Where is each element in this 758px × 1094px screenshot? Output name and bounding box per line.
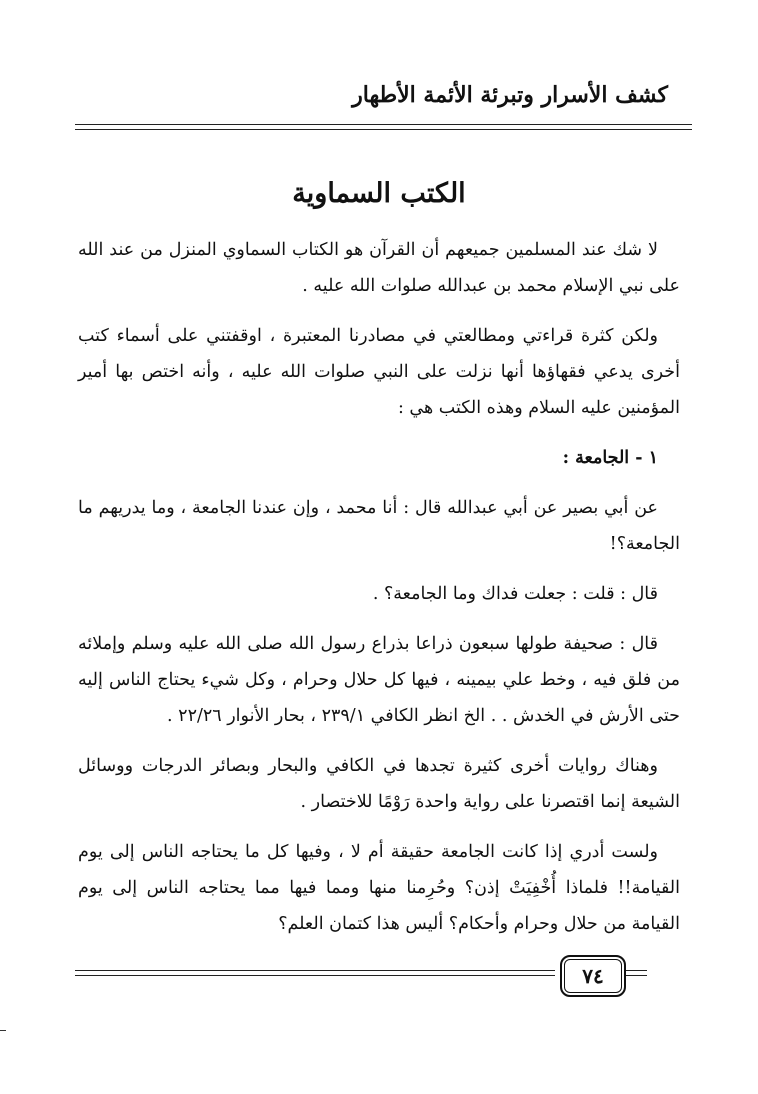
section-heading-jamia: ١ - الجامعة : — [562, 448, 658, 468]
paragraph-2: ولكن كثرة قراءتي ومطالعتي في مصادرنا المعتبرة ، اوقفتني على أسماء كتب أخرى يدعي فقهاؤها أنها نزلت على النبي صلوات الله عليه ، وأنه اختص بها أمير المؤمنين عليه السلام وهذه الكتب هي : — [78, 326, 680, 418]
paragraph-4: قال : قلت : جعلت فداك وما الجامعة؟ . — [372, 584, 658, 604]
footer-tail-rule-top — [625, 970, 647, 971]
running-header: كشف الأسرار وتبرئة الأئمة الأطهار — [352, 82, 668, 108]
footer-rule-bottom — [75, 975, 555, 976]
footer-tail-rule-bottom — [625, 975, 647, 976]
chapter-title: الكتب السماوية — [292, 178, 466, 209]
paragraph-3: عن أبي بصير عن أبي عبدالله قال : أنا محمد ، وإن عندنا الجامعة ، وما يدريهم ما الجامعة؟! — [78, 498, 680, 554]
footer-rule-top — [75, 970, 555, 971]
body-text — [78, 232, 680, 956]
paragraph-6: وهناك روايات أخرى كثيرة تجدها في الكافي والبحار وبصائر الدرجات ووسائل الشيعة إنما اقتصرنا على رواية واحدة رَوْمًا للاختصار . — [78, 756, 680, 812]
paragraph-1: لا شك عند المسلمين جميعهم أن القرآن هو الكتاب السماوي المنزل من عند الله على نبي الإسلام محمد بن عبدالله صلوات الله عليه . — [78, 240, 680, 296]
paragraph-7: ولست أدري إذا كانت الجامعة حقيقة أم لا ، وفيها كل ما يحتاجه الناس إلى يوم القيامة!! فلماذا أُخْفِيَتْ إذن؟ وحُرِمنا منها ومما فيها مما يحتاجه الناس إلى يوم القيامة من حلال وحرام وأحكام؟ أليس هذا كتمان العلم؟ — [78, 842, 680, 934]
footer-rule-tail — [625, 964, 647, 984]
paragraph-5: قال : صحيفة طولها سبعون ذراعا بذراع رسول الله صلى الله عليه وسلم وإملائه من فلق فيه ، وخط علي بيمينه ، فيها كل حلال وحرام ، وكل شيء يحتاج الناس إليه حتى الأرش في الخدش . . الخ انظر الكافي ٢٣٩/١ ، بحار الأنوار ٢٢/٢٦ . — [78, 634, 680, 726]
footer-rules — [75, 964, 555, 984]
scan-edge-mark — [0, 1030, 6, 1031]
page-number: ٧٤ — [560, 955, 626, 997]
header-rule-bottom — [75, 129, 692, 130]
header-rule-top — [75, 124, 692, 125]
